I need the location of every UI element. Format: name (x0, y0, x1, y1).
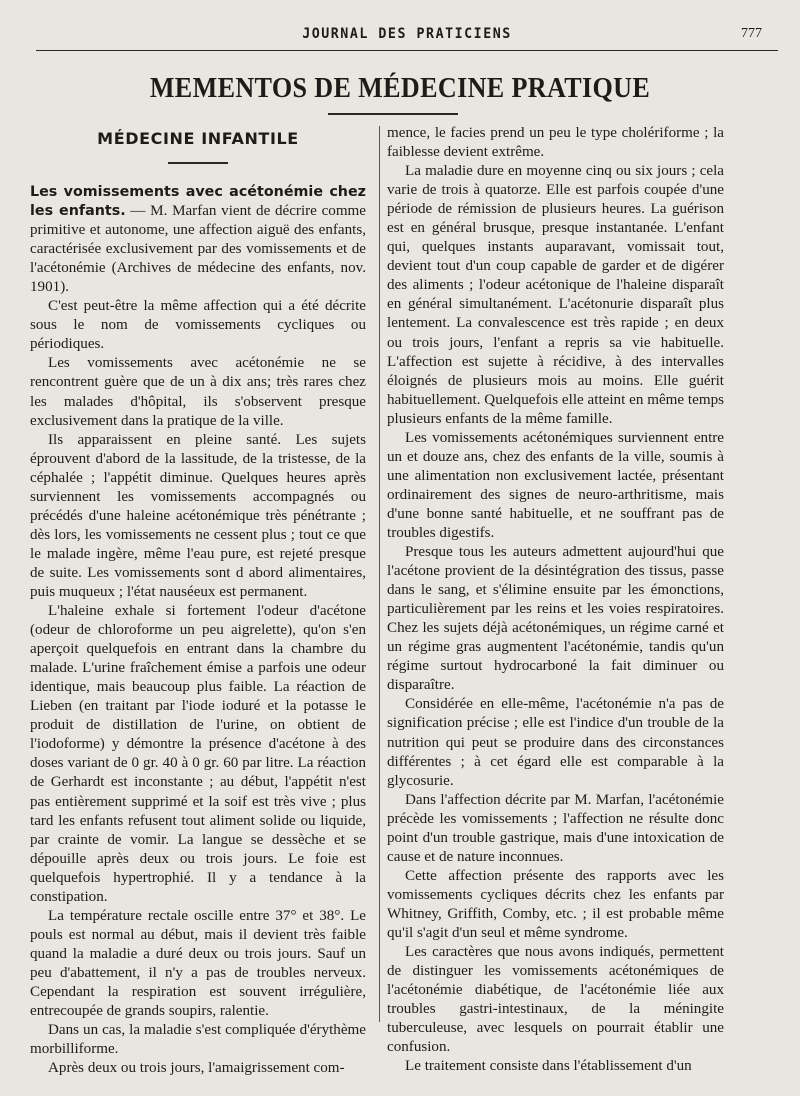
article-paragraph: Dans l'affection décrite par M. Marfan, l'acétonémie précède les vomissements ; l'affection ne résulte donc point d'un trouble gastrique, mais d'une intoxication de cause et de nature inconnues. (387, 791, 724, 865)
section-title: MÉDECINE INFANTILE (97, 129, 299, 148)
title-rule (328, 113, 458, 115)
article-paragraph: Après deux ou trois jours, l'amaigrissement com- (48, 1060, 345, 1077)
journal-title: JOURNAL DES PRATICIENS (302, 26, 512, 42)
right-column (387, 124, 724, 1076)
article-paragraph: Dans un cas, la maladie s'est compliquée d'érythème morbilliforme. (30, 1022, 366, 1058)
article-paragraph: L'haleine exhale si fortement l'odeur d'acétone (odeur de chloroforme un peu aigrelette), qu'on s'en aperçoit quelquefois en entrant dans la chambre du malade. L'urine fraîchement émise a parfois une odeur identique, mais beaucoup plus faible. La réaction de Lieben (en traitant par l'iode ioduré et la potasse le produit de distillation de l'urine, on obtient de l'iodoforme) y démontre la présence d'acétone à des doses variant de 0 gr. 40 à 0 gr. 60 par litre. La réaction de Gerhardt est inconstante ; au début, l'appétit n'est pas entièrement supprimé et la soif est très vive ; plus tard les enfants refusent tout aliment solide ou liquide, par crainte de vomir. La langue se dessèche et se dépouille après deux ou trois jours. Le foie est quelquefois hypertrophié. Il y a tendance à la constipation. (30, 603, 366, 905)
page-number: 777 (741, 26, 762, 41)
running-header (36, 26, 778, 51)
article-paragraph: Considérée en elle-même, l'acétonémie n'a pas de signification précise ; elle est l'indice d'un trouble de la nutrition qui peut se produire dans des circonstances différentes ; à cet égard elle est comparable à la glycosurie. (387, 696, 724, 789)
article-paragraph: Les vomissements avec acétonémie ne se rencontrent guère que de un à dix ans; très rares chez les malades d'hôpital, ils s'observent presque exclusivement dans la pratique de la ville. (30, 355, 366, 429)
article-paragraph: Les caractères que nous avons indiqués, permettent de distinguer les vomissements acétonémiques de l'acétonémie diabétique, de l'acétonémie liée aux troubles gastri-intestinaux, de la méningite tuberculeuse, avec lesquels on pourrait établir une confusion. (387, 944, 724, 1056)
paragraph-text: — M. Marfan vient de décrire comme primitive et autonome, une affection aiguë des enfants, caractérisée exclusivement par des vomissements et de l'acétonémie (Archives de médecine des enfants, nov. 1901). (30, 203, 366, 296)
article-paragraph: mence, le facies prend un peu le type cholériforme ; la faiblesse devient extrême. (387, 125, 724, 161)
article-paragraph: Ils apparaissent en pleine santé. Les sujets éprouvent d'abord de la lassitude, de la tristesse, de la céphalée ; l'appétit diminue. Quelques heures après surviennent les vomissements accompagnés ou précédés d'une haleine acétonémique très pénétrante ; dès lors, les vomissements ne cessent plus ; tout ce que le malade ingère, même l'eau pure, est rejeté presque de suite. Les vomissements sont d abord alimentaires, puis muqueux ; l'état nauséeux est permanent. (30, 431, 366, 600)
article-paragraph: Les vomissements acétonémiques surviennent entre un et douze ans, chez des enfants de la ville, soumis à une alimentation non exclusivement lactée, présentant ordinairement des signes de neuro-arthritisme, mais d'une bonne santé habituelle, et ne souffrant pas de troubles digestifs. (387, 429, 724, 541)
article-paragraph: Presque tous les auteurs admettent aujourd'hui que l'acétone provient de la désintégration des tissus, passe dans le sang, et s'élimine ensuite par les émonctions, particulièrement par les reins et les voies respiratoires. Chez les sujets déjà acétonémiques, un régime carné et un régime gras augmentent l'acétonémie, tandis qu'un régime surtout hydrocarboné la fait diminuer ou disparaître. (387, 544, 724, 694)
column-divider (379, 126, 380, 1022)
article-paragraph: La température rectale oscille entre 37° et 38°. Le pouls est normal au début, mais il devient très faible quand la maladie a duré deux ou trois jours. Sauf un peu d'abattement, il n'y a pas de troubles nerveux. Cependant la respiration est souvent irrégulière, entrecoupée de grands soupirs, ralentie. (30, 907, 366, 1020)
article-paragraph: La maladie dure en moyenne cinq ou six jours ; cela varie de trois à quatorze. Elle est parfois coupée d'une période de rémission de plusieurs heures. La guérison est en général brusque, presque instantanée. L'enfant qui, quelques instants auparavant, vomissait tout, devient tout d'un coup capable de garder et de digérer des aliments ; l'odeur acétonique de l'haleine disparaît en général simultanément. L'acétonurie disparaît plus lentement. La convalescence est très rapide ; en deux ou trois jours, l'enfant a repris sa vie habituelle. L'affection est sujette à récidive, à des intervalles éloignés de plusieurs mois au moins. Elle guérit habituellement. Quelquefois elle atteint en même temps plusieurs enfants de la même famille. (387, 163, 724, 427)
page-title: MEMENTOS DE MÉDECINE PRATIQUE (149, 72, 651, 104)
article-paragraph: C'est peut-être la même affection qui a été décrite sous le nom de vomissements cycliques ou périodiques. (30, 298, 366, 353)
article-paragraph: Cette affection présente des rapports avec les vomissements cycliques décrits chez les enfants par Whitney, Griffith, Comby, etc. ; il est probable même qu'il s'agit d'un seul et même syndrome. (387, 867, 724, 941)
article-paragraph: Le traitement consiste dans l'établissement d'un (405, 1058, 692, 1075)
left-column (30, 124, 366, 1078)
article-lead-heading: Les vomissements avec acétonémie chez les enfants. (30, 184, 366, 220)
article-paragraph (30, 183, 366, 297)
